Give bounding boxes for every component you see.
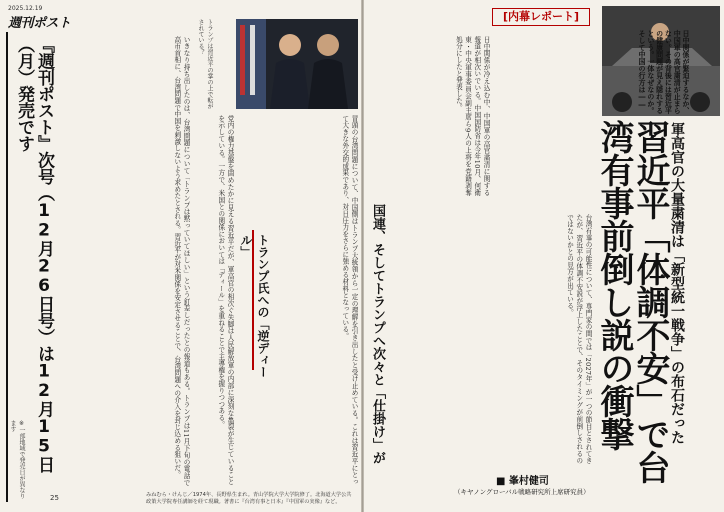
trump-xi-photo (236, 19, 358, 109)
author-name: ■ 峯村健司 (496, 476, 549, 487)
lead-text: 日中関係が緊迫するなか、中国軍の高官粛清が止まらない。その背後には習近平の健康問題が見え隠れするという。一体なぜなのか。そして中国の行方は―― (638, 30, 690, 114)
author-bio: みねむら・けんじ／1974年、長野県生まれ。青山学院大学大学院修了。北海道大学公共政策大学院専任講師を経て現職。著書に『台湾有事と日本』『中国軍の実像』など。 (146, 492, 352, 505)
magazine-logo: 週刊ポスト (8, 16, 71, 31)
author-affiliation: （キヤノングローバル戦略研究所上席研究員） (454, 488, 590, 496)
section-kicker: [内幕レポート] (492, 8, 590, 26)
headline-deck: 軍高官の大量粛清は「新型統一戦争」の布石だった (669, 122, 685, 444)
subheading-left: トランプ氏への「逆ディール」 (239, 234, 270, 378)
subheading-right: 国連、そしてトランプへ次々と「仕掛け」が (370, 204, 385, 464)
next-issue-promo: 『週刊ポスト』次号（12月26日号）は12月15日（月）発売です (14, 36, 54, 473)
body-text-right-1: 日中関係が冷え込む中、中国軍の高官粛清に関する報道が相次いでいる。中国国防省は今年10月、何衛東・中央軍事委員会副主席ら9人の上将を党籍剥奪処分にしたと発表した。 (454, 36, 490, 196)
issue-date: 2025.12.19 (8, 5, 43, 12)
main-headline: 習近平「体調不安」で台湾有事前倒し説の衝撃 (594, 120, 670, 483)
photo-caption: トランプは習近平の掌の上で転がされている？ (197, 19, 213, 109)
body-text-left-2: 党内の権力基盤を固めたかに見える習近平だが、軍高官の相次ぐ失脚は人民解放軍の内部に深刻な亀裂が生じていることを示している。一方で、米国との関係においては「ディール」を重ねることで主導権を握りつつある。 (216, 115, 234, 485)
page-number: 25 (50, 494, 59, 502)
photo-illustration (236, 19, 358, 109)
promo-note: ※一部地域で発売日が異なります (9, 420, 25, 499)
body-text-left-1: いきなり持ち出したのは、台湾問題について「トランプは黙っていてほしい」という釘差しだったとの報道もある。トランプは11月下旬の電話で高市首相に、台湾問題で中国を刺激しないよう求めたとされる。習近平が対米関係を安定させることで、台湾問題への介入を封じ込める狙いだ。 (172, 36, 190, 486)
body-text-left-3: 冒頭の台湾問題について、中国側はトランプ大統領から一定の理解を引き出したと受け止めている。これは習近平にとって大きな外交的成果であり、対日圧力をさらに強める材料となっている。 (340, 115, 358, 485)
page-gutter (361, 0, 364, 512)
body-text-right-2: 台湾有事の可能性について、専門家の間では「2027年」が一つの節目とされてきたが、習近平の体調不安説が浮上したことで、そのタイミングが前倒しされるのではないかとの見方が出ている。 (565, 214, 592, 464)
